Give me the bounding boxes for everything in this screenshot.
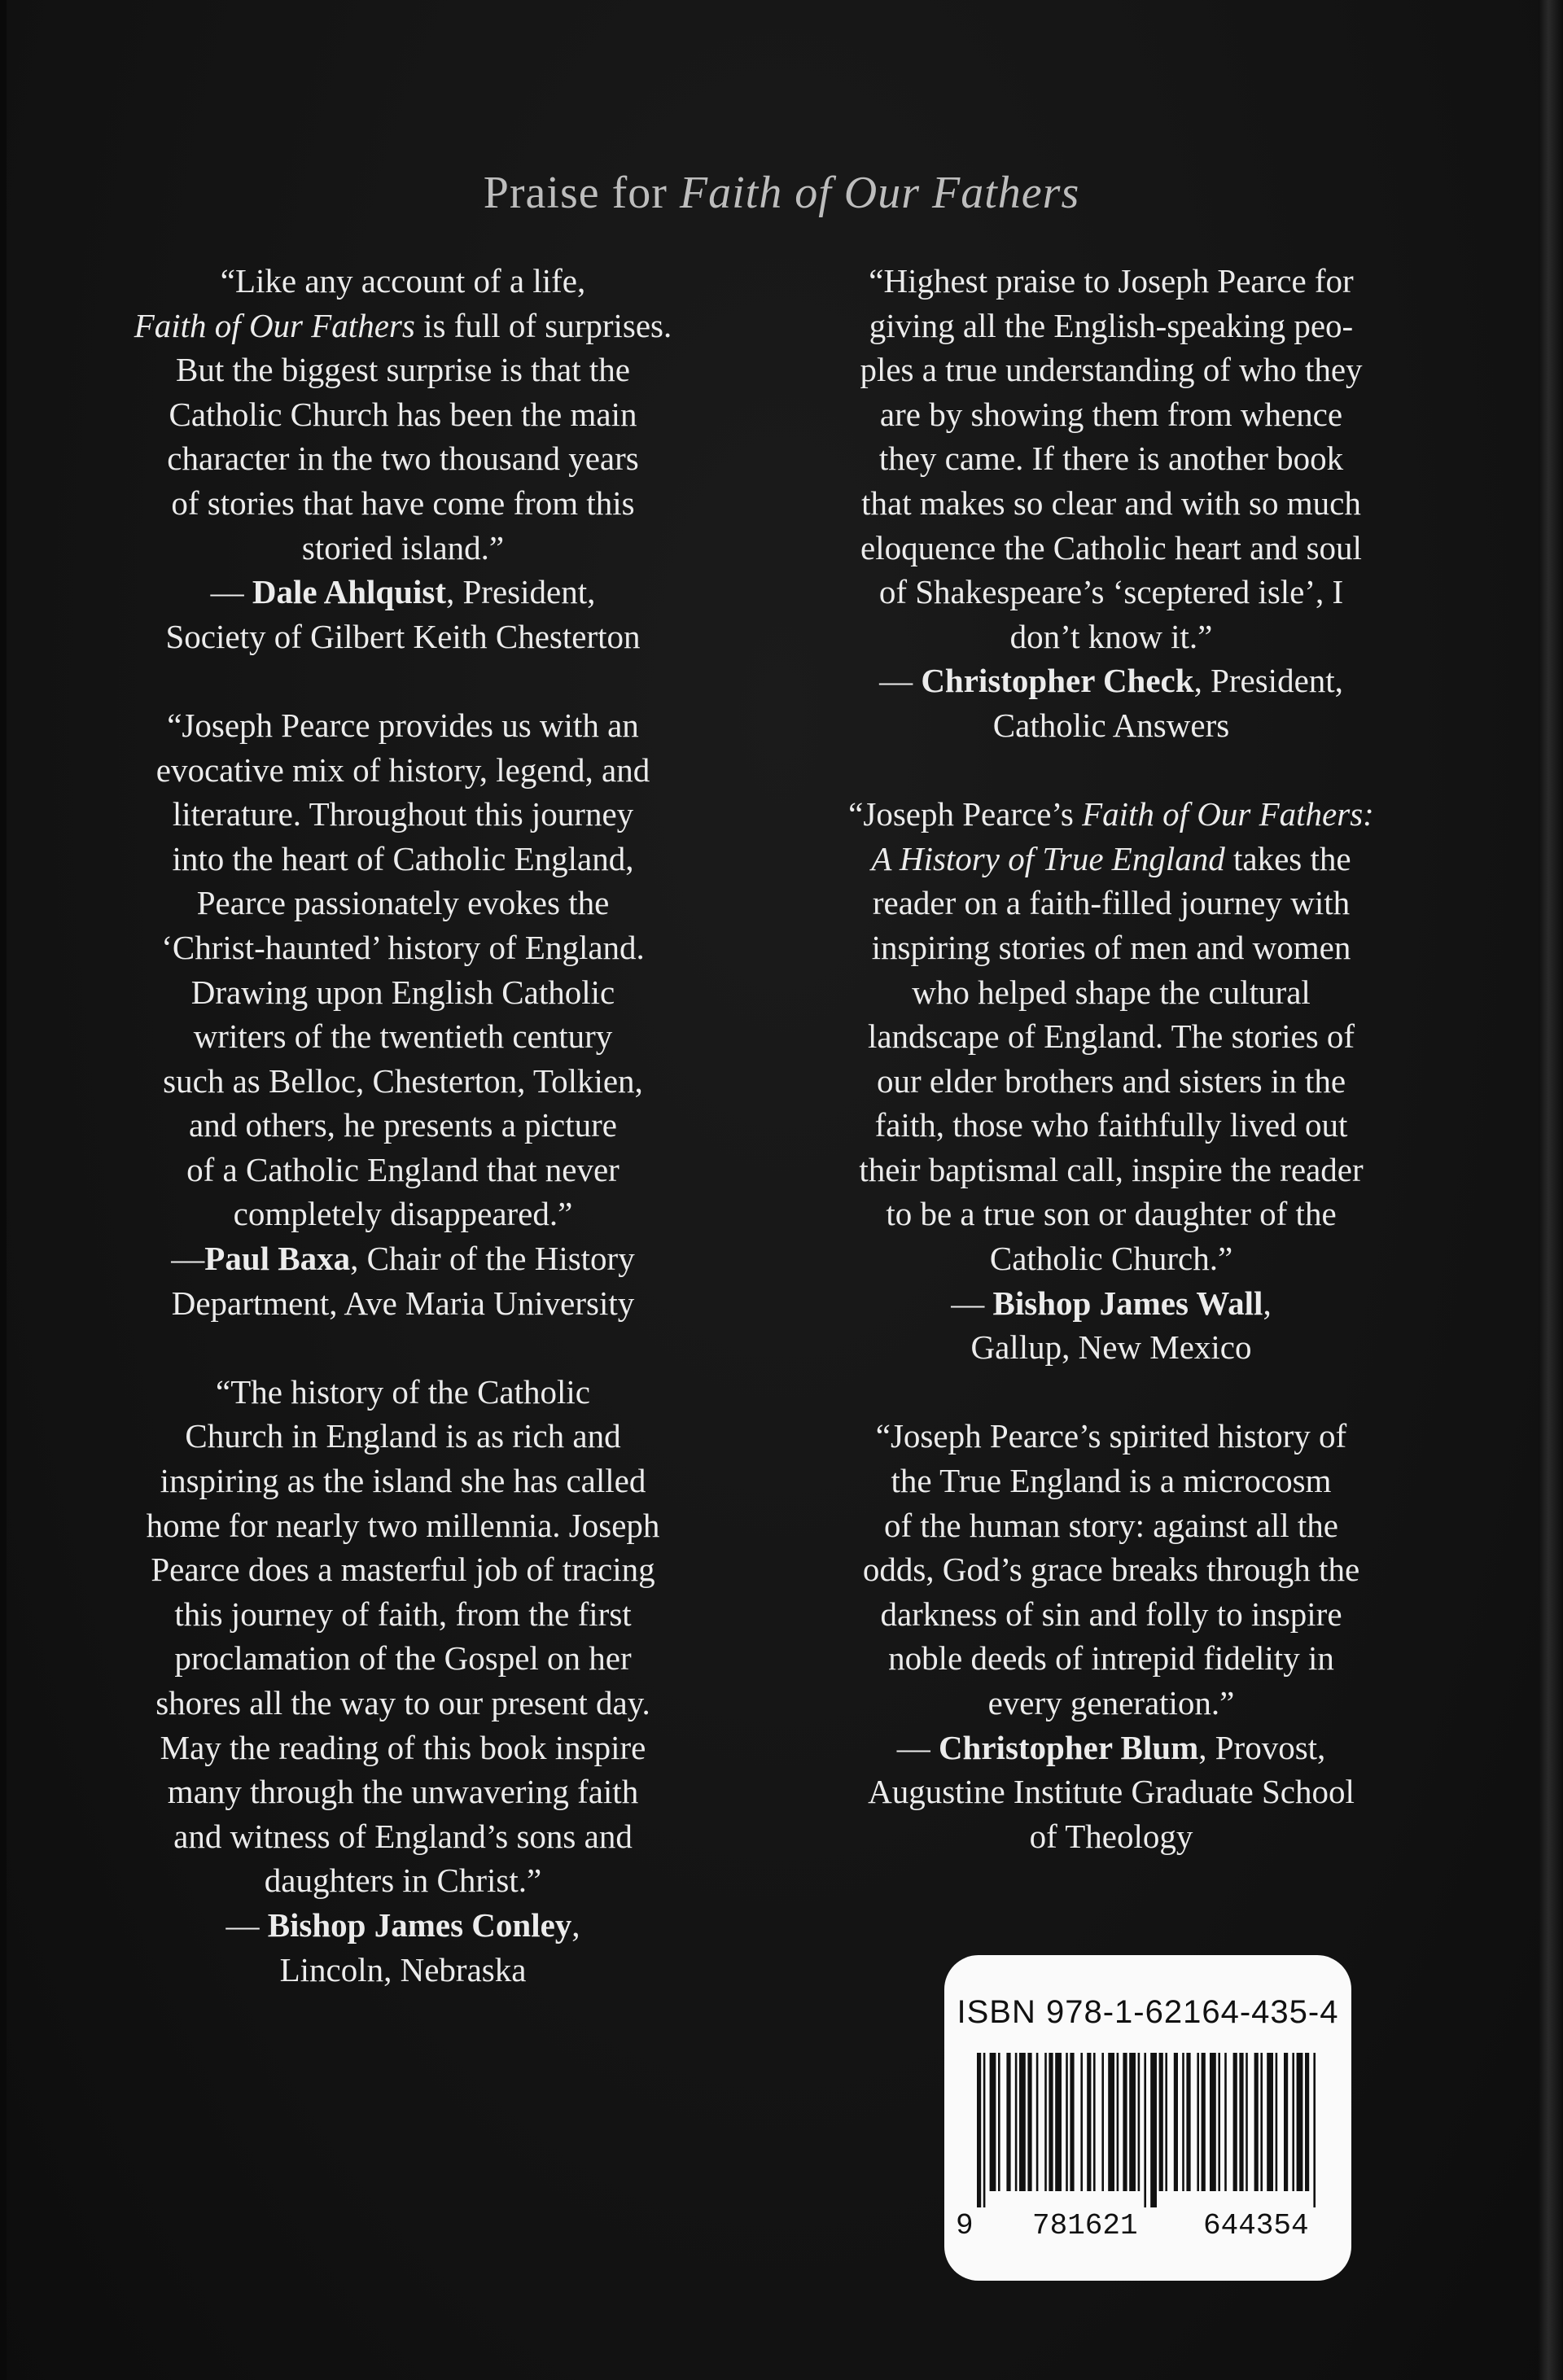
right-quotes-column — [786, 259, 1437, 1903]
quote-text: — — [951, 1284, 993, 1322]
praise-quote — [77, 259, 729, 658]
praise-quote — [77, 1370, 729, 1992]
quote-line — [77, 1059, 729, 1104]
quote-text: Lincoln, Nebraska — [279, 1950, 527, 1988]
quote-line — [77, 1948, 729, 1993]
barcode-digits-left: 781621 — [1032, 2209, 1138, 2242]
quote-line — [786, 1014, 1437, 1059]
quote-line — [77, 348, 729, 392]
barcode-bar — [1284, 2053, 1288, 2191]
quote-text: , — [571, 1905, 580, 1944]
barcode-bar — [1276, 2053, 1278, 2191]
praise-quote — [786, 792, 1437, 1370]
quote-line — [77, 1858, 729, 1903]
quote-text: Drawing upon English Catholic — [190, 973, 615, 1011]
barcode-bar — [1101, 2053, 1104, 2191]
praise-heading — [0, 167, 1563, 219]
quote-line — [77, 881, 729, 925]
barcode-bar — [1267, 2053, 1273, 2191]
quote-line — [786, 1770, 1437, 1814]
quote-line — [77, 748, 729, 793]
quote-text: Faith of Our Fathers — [134, 306, 415, 344]
barcode-bar — [977, 2053, 981, 2207]
quote-line — [786, 1148, 1437, 1192]
barcode-bar — [1138, 2053, 1141, 2191]
barcode-bar — [1027, 2053, 1031, 2191]
barcode-bar — [998, 2053, 1000, 2191]
quote-line — [786, 259, 1437, 304]
quote-text: — — [225, 1905, 268, 1944]
barcode-bar — [1129, 2053, 1136, 2191]
barcode-bar — [1159, 2053, 1163, 2191]
quote-text: every generation.” — [987, 1684, 1235, 1722]
barcode-bar — [983, 2053, 986, 2207]
cover-edge-left — [0, 0, 7, 2380]
quote-text: — — [896, 1728, 939, 1766]
endorser-name: Christopher Check — [921, 662, 1194, 700]
barcode-digits — [944, 2209, 1351, 2250]
quote-text: “Like any account of a life, — [220, 262, 586, 300]
quote-line — [786, 1192, 1437, 1236]
quote-line — [786, 1592, 1437, 1637]
quote-text: inspiring as the island she has called — [160, 1462, 646, 1500]
barcode-bar — [1254, 2053, 1259, 2191]
quote-line — [786, 481, 1437, 526]
barcode-bar — [1218, 2053, 1220, 2191]
quote-text: darkness of sin and folly to inspire — [880, 1595, 1342, 1633]
quote-line — [786, 703, 1437, 748]
quote-line — [786, 1636, 1437, 1681]
quote-text: reader on a faith-filled journey with — [872, 884, 1351, 922]
barcode-digit-first: 9 — [956, 2209, 974, 2242]
quote-text: Pearce does a masterful job of tracing — [151, 1551, 655, 1589]
quote-text: giving all the English-speaking peo- — [869, 306, 1354, 344]
barcode-bar — [1224, 2053, 1227, 2191]
quote-line — [786, 570, 1437, 615]
quote-text: Catholic Answers — [992, 706, 1230, 744]
quote-line — [786, 925, 1437, 970]
quote-line — [77, 1192, 729, 1236]
quote-line — [77, 526, 729, 571]
quote-line — [77, 304, 729, 348]
quote-text: evocative mix of history, legend, and — [155, 750, 650, 789]
barcode-bar — [1182, 2053, 1184, 2191]
barcode-bar — [1019, 2053, 1026, 2191]
endorser-name: Christopher Blum — [938, 1728, 1199, 1766]
quote-text: this journey of faith, from the first — [174, 1595, 632, 1633]
quote-line — [77, 1503, 729, 1548]
quote-line — [77, 925, 729, 970]
quote-line — [786, 1814, 1437, 1859]
quote-line — [77, 970, 729, 1015]
barcode-bar — [1070, 2053, 1074, 2191]
barcode-bar — [1006, 2053, 1010, 2191]
quote-text: “Joseph Pearce’s — [848, 795, 1083, 833]
quote-line — [786, 304, 1437, 348]
quote-text: eloquence the Catholic heart and soul — [860, 528, 1362, 567]
quote-text: Augustine Institute Graduate School — [868, 1773, 1355, 1811]
endorser-name: Bishop James Conley — [267, 1905, 572, 1944]
quote-text: “The history of the Catholic — [216, 1372, 590, 1411]
barcode-bar — [1080, 2053, 1083, 2191]
endorser-name: Paul Baxa — [204, 1240, 351, 1278]
quote-line — [77, 615, 729, 659]
quote-text: completely disappeared.” — [233, 1195, 573, 1233]
quote-text: , Provost, — [1198, 1728, 1326, 1766]
cover-edge-right — [1539, 0, 1563, 2380]
quote-line — [77, 1770, 729, 1814]
barcode-bar — [1197, 2053, 1199, 2191]
quote-line — [77, 837, 729, 882]
quote-line — [786, 1414, 1437, 1459]
barcode-bar — [1087, 2053, 1091, 2191]
quote-line — [786, 348, 1437, 392]
barcode-bar — [1055, 2053, 1062, 2191]
quote-text: faith, those who faithfully lived out — [874, 1106, 1348, 1144]
heading-prefix: Praise for — [483, 168, 680, 218]
quote-text: is full of surprises. — [414, 306, 672, 344]
quote-text: Catholic Church has been the main — [169, 395, 637, 433]
quote-text: proclamation of the Gospel on her — [174, 1639, 632, 1678]
barcode-icon — [974, 2053, 1322, 2207]
quote-text: noble deeds of intrepid fidelity in — [888, 1639, 1334, 1678]
quote-text: into the heart of Catholic England, — [172, 839, 634, 877]
quote-text: don’t know it.” — [1009, 617, 1213, 655]
quote-text: writers of the twentieth century — [193, 1017, 613, 1056]
quote-text: storied island.” — [301, 528, 505, 567]
quote-text: Pearce passionately evokes the — [196, 884, 610, 922]
quote-line — [786, 436, 1437, 481]
quote-text: — — [210, 573, 252, 611]
barcode-bar — [1297, 2053, 1303, 2191]
praise-quote — [77, 703, 729, 1325]
quote-text: “Highest praise to Joseph Pearce for — [869, 262, 1354, 300]
barcode-bar — [990, 2053, 996, 2191]
barcode-bar — [1292, 2053, 1294, 2191]
quote-line — [786, 1103, 1437, 1148]
quote-line — [77, 1148, 729, 1192]
quote-line — [77, 1370, 729, 1415]
barcode-bar — [1117, 2053, 1119, 2191]
quote-line — [786, 837, 1437, 882]
endorser-name: Dale Ahlquist — [252, 573, 446, 611]
barcode-bar — [1144, 2053, 1146, 2207]
quote-text: home for nearly two millennia. Joseph — [146, 1506, 660, 1544]
quote-line — [77, 1281, 729, 1326]
quote-text: Department, Ave Maria University — [171, 1284, 635, 1322]
quote-line — [77, 1681, 729, 1726]
praise-quote — [786, 1414, 1437, 1858]
quote-text: they came. If there is another book — [878, 440, 1344, 478]
barcode-bar — [1186, 2053, 1190, 2191]
quote-text: , President, — [446, 573, 596, 611]
quote-text: Faith of Our Fathers: — [1082, 795, 1374, 833]
barcode-bar — [1174, 2053, 1178, 2191]
quote-line — [77, 703, 729, 748]
quote-text: such as Belloc, Chesterton, Tolkien, — [163, 1061, 643, 1100]
quote-text: “Joseph Pearce provides us with an — [167, 706, 639, 744]
quote-line — [77, 436, 729, 481]
quote-line — [77, 1726, 729, 1770]
quote-line — [77, 1414, 729, 1459]
quote-text: , — [1263, 1284, 1272, 1322]
quote-text: of the human story: against all the — [884, 1506, 1338, 1544]
quote-text: But the biggest surprise is that the — [176, 351, 630, 389]
quote-text: takes the — [1224, 839, 1351, 877]
quote-text: odds, God’s grace breaks through the — [862, 1551, 1360, 1589]
quote-text: of stories that have come from this — [171, 483, 635, 522]
quote-text: of Shakespeare’s ‘sceptered isle’, I — [878, 573, 1344, 611]
quote-text: A History of True England — [871, 839, 1225, 877]
praise-quote — [786, 259, 1437, 748]
quote-text: and witness of England’s sons and — [173, 1817, 633, 1855]
quote-line — [786, 881, 1437, 925]
quote-line — [786, 615, 1437, 659]
quote-line — [786, 1681, 1437, 1726]
quote-text: who helped shape the cultural — [912, 973, 1311, 1011]
quote-line — [77, 792, 729, 837]
quote-line — [786, 1059, 1437, 1104]
heading-book-title: Faith of Our Fathers — [679, 168, 1080, 218]
quote-text: — — [879, 662, 922, 700]
quote-text: are by showing them from whence — [879, 395, 1343, 433]
quote-text: Society of Gilbert Keith Chesterton — [165, 617, 641, 655]
quote-line — [77, 1014, 729, 1059]
quote-line — [77, 1103, 729, 1148]
quote-text: their baptismal call, inspire the reader — [859, 1150, 1364, 1188]
quote-text: Church in England is as rich and — [185, 1417, 621, 1455]
quote-text: of a Catholic England that never — [186, 1150, 620, 1188]
quote-line — [786, 1459, 1437, 1503]
quote-line — [77, 1592, 729, 1637]
barcode-bar — [1150, 2053, 1157, 2207]
quote-text: to be a true son or daughter of the — [886, 1195, 1337, 1233]
quote-line — [77, 1236, 729, 1281]
left-quotes-column — [77, 259, 729, 2037]
isbn-number: ISBN 978-1-62164-435-4 — [957, 1994, 1339, 2030]
quote-text: inspiring stories of men and women — [871, 928, 1351, 966]
quote-text: , Chair of the History — [350, 1240, 635, 1278]
barcode-bar — [1015, 2053, 1018, 2191]
quote-line — [77, 481, 729, 526]
barcode-bar — [1036, 2053, 1039, 2191]
quote-line — [786, 1236, 1437, 1281]
quote-text: daughters in Christ.” — [264, 1862, 542, 1900]
quote-text: many through the unwavering faith — [167, 1773, 639, 1811]
quote-text: literature. Throughout this journey — [172, 795, 634, 833]
barcode-bar — [1123, 2053, 1127, 2191]
barcode-bar — [1202, 2053, 1206, 2191]
quote-text: that makes so clear and with so much — [861, 483, 1361, 522]
barcode-bar — [1108, 2053, 1114, 2191]
barcode-bar — [1210, 2053, 1216, 2191]
quote-line — [77, 392, 729, 437]
quote-line — [786, 1281, 1437, 1326]
barcode-bar — [1239, 2053, 1243, 2191]
quote-line — [786, 1503, 1437, 1548]
quote-line — [77, 259, 729, 304]
quote-text: and others, he presents a picture — [189, 1106, 617, 1144]
barcode-bar — [1165, 2053, 1167, 2191]
quote-text: of Theology — [1029, 1817, 1193, 1855]
quote-line — [786, 1547, 1437, 1592]
barcode-bar — [1260, 2053, 1263, 2191]
quote-line — [786, 1726, 1437, 1770]
barcode-bar — [1305, 2053, 1309, 2191]
barcode-bar — [1066, 2053, 1068, 2191]
quote-text: shores all the way to our present day. — [155, 1684, 650, 1722]
quote-line — [786, 526, 1437, 571]
quote-text: our elder brothers and sisters in the — [876, 1061, 1346, 1100]
quote-line — [77, 1903, 729, 1948]
barcode-bar — [1313, 2053, 1316, 2207]
quote-text: — — [171, 1240, 205, 1278]
quote-line — [786, 1325, 1437, 1370]
quote-line — [77, 1814, 729, 1859]
barcode-bar — [1093, 2053, 1096, 2191]
quote-text: landscape of England. The stories of — [867, 1017, 1355, 1056]
barcode-bar — [1246, 2053, 1248, 2191]
isbn-barcode-label — [944, 1955, 1351, 2281]
quote-text: “Joseph Pearce’s spirited history of — [875, 1417, 1347, 1455]
quote-text: Catholic Church.” — [989, 1240, 1233, 1278]
quote-line — [786, 392, 1437, 437]
quote-text: Gallup, New Mexico — [970, 1328, 1252, 1367]
quote-text: ‘Christ-haunted’ history of England. — [161, 928, 645, 966]
barcode-digits-right: 644354 — [1203, 2209, 1309, 2242]
quote-line — [786, 658, 1437, 703]
quote-line — [786, 970, 1437, 1015]
quote-line — [77, 1547, 729, 1592]
barcode-bar — [1049, 2053, 1053, 2191]
quote-text: the True England is a microcosm — [891, 1462, 1332, 1500]
barcode-bar — [1233, 2053, 1237, 2191]
barcode-bar — [1044, 2053, 1047, 2191]
quote-line — [77, 570, 729, 615]
quote-line — [77, 1636, 729, 1681]
endorser-name: Bishop James Wall — [992, 1284, 1263, 1322]
quote-line — [77, 1459, 729, 1503]
quote-text: , President, — [1193, 662, 1343, 700]
quote-text: ples a true understanding of who they — [860, 351, 1363, 389]
quote-line — [786, 792, 1437, 837]
quote-text: character in the two thousand years — [167, 440, 639, 478]
quote-text: May the reading of this book inspire — [160, 1728, 646, 1766]
